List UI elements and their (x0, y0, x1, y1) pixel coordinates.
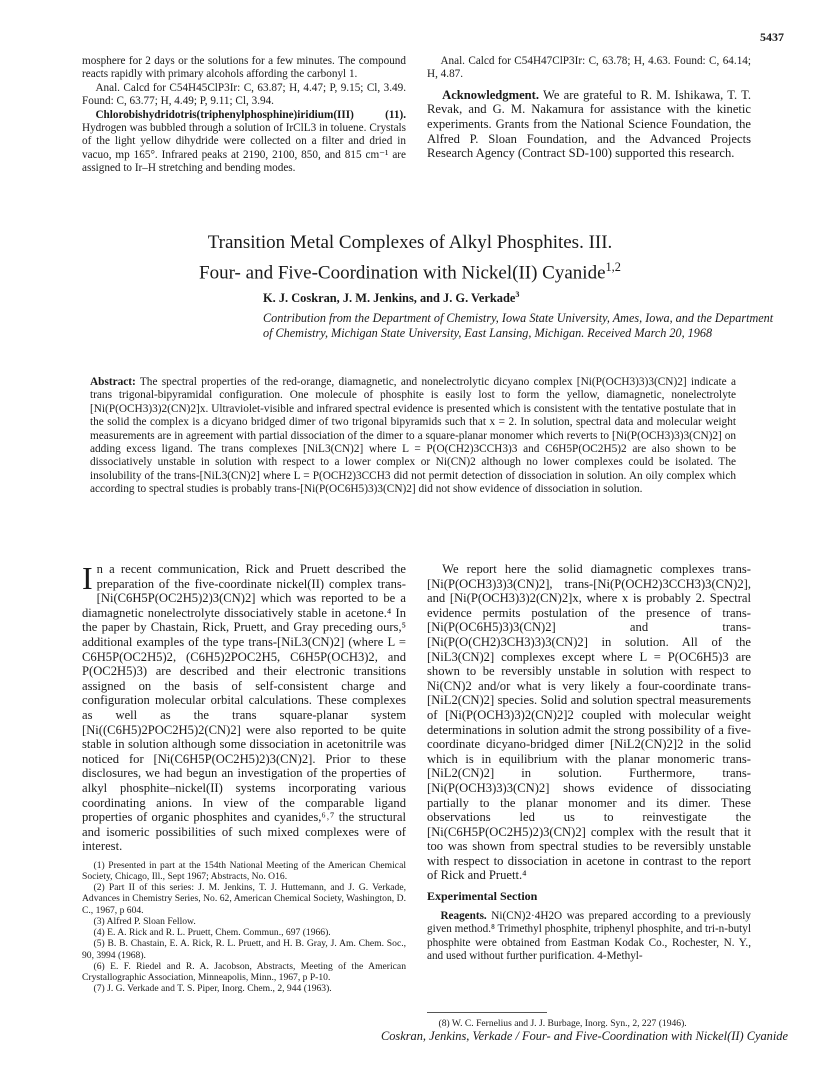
compound-text: Hydrogen was bubbled through a solution of IrClL3 in toluene. Crystals of the light yellow dihydride were collected on a filter and dried in vacuo, mp 165°. Infrared peaks at 2190, 2100, 850, and 815 cm⁻¹ are assigned to Ir–H stretching and bending modes. (82, 122, 406, 175)
reagents-text: Ni(CN)2·4H2O was prepared according to a previously given method.⁸ Trimethyl phosphite, triphenyl phosphite, and tri-n-butyl phosphite were obtained from Eastman Kodak Co., Rochester, N. Y., and used without further purification. 4-Methyl- (427, 910, 751, 963)
top-right-column (427, 55, 751, 161)
intro-text: n a recent communication, Rick and Pruett described the preparation of the five-coordinate nickel(II) complex trans-[Ni(C6H5P(OC2H5)2)3(CN)2] which was reported to be a diamagnetic nonelectrolyte dissociatively stable in acetone.⁴ In the paper by Chastain, Rick, Pruett, and Gray preceding ours,⁵ additional examples of the type trans-[NiL3(CN)2] (where L = C6H5P(OC2H5)2, (C6H5)2POC2H5, C6H5P(OCH3)2, and P(OC2H5)3) are described and their electronic transitions assigned on the basis of self-consistent charge and configuration molecular orbital calculations. These complexes as well as the trans square-planar system [Ni((C6H5)2POC2H5)2(CN)2] were also reported to be quite stable in solution although some dissociation in acetonitrile was noticed for [Ni(C6H5P(OC2H5)2)3(CN)2]. Prior to these disclosures, we had begun an investigation of the properties of alkyl phosphite–nickel(II) systems incorporating various coordinating anions. In view of the comparable ligand properties of organic phosphites and cyanides,⁶˒⁷ the structural and isomeric possibilities of such mixed complexes were of interest. (82, 562, 406, 854)
reagents-label: Reagents. (440, 910, 487, 923)
section-heading: Experimental Section (427, 889, 538, 904)
running-footer: Coskran, Jenkins, Verkade / Four- and Five-Coordination with Nickel(II) Cyanide (380, 1029, 788, 1043)
title-footnote-marker: 1,2 (605, 260, 621, 274)
footnote-1: (1) Presented in part at the 154th National Meeting of the American Chemical Society, Chicago, Ill., Sept 1967; Abstracts, No. O16. (82, 859, 406, 883)
acknowledgment-text: We are grateful to R. M. Ishikawa, T. T. Revak, and G. M. Nakamura for assistance with the kinetic experiments. Grants from the National Science Foundation, the Alfred P. Sloan Foundation, and the Advanced Projects Research Agency (Contract SD-100) supported this research. (427, 87, 751, 161)
acknowledgment-heading: Acknowledgment. (442, 87, 540, 102)
report-paragraph: We report here the solid diamagnetic complexes trans-[Ni(P(OCH3)3)3(CN)2], trans-[Ni(P(OCH2)3CCH3)3(CN)2], and [Ni(P(OCH3)3)2(CN)2]x, where x is probably 2. Spectral evidence permits postulation of the presence of trans-[Ni(P(OC6H5)3)3(CN)2] and trans-[Ni(P(O(CH2)3CH3)3)3(CN)2] in solution. All of the [NiL3(CN)2] complexes except where L = P(OC6H5)3 are shown to be reversibly unstable in solution with respect to Ni(CN)2 and/or what is very likely a four-coordinate trans-[NiL2(CN)2] species. Solid and solution spectral measurements of [Ni(P(OCH3)3)2(CN)2]2 coupled with molecular weight determinations in solution admit the strong possibility of a five-coordinate dicyano-bridged dimer [NiL2(CN)2]2 in the solid which is in equilibrium with the planar monomeric trans-[NiL2(CN)2] in solution. Furthermore, trans-[Ni(P(OCH3)3)3(CN)2] shows evidence of dissociating partially to the planar monomer and its dimer. These observations led us to reinvestigate the [Ni(C6H5P(OC2H5)2)3(CN)2] complex with the result that it too was shown from spectral studies to be reversibly unstable with respect to dissociation in acetone in contrast to the report of Rick and Pruett.⁴ (427, 562, 751, 883)
compound-heading: Chlorobishydridotris(triphenylphosphine)iridium(III) (11). (95, 108, 406, 121)
top-left-analysis: Anal. Calcd for C54H45ClP3Ir: C, 63.87; H, 4.47; P, 9.15; Cl, 3.49. Found: C, 63.77; H, 4.49; P, 9.11; Cl, 3.94. (82, 81, 406, 108)
footnote-8 (427, 1018, 751, 1029)
footnote-4: (4) E. A. Rick and R. L. Pruett, Chem. Commun., 697 (1966). (93, 927, 331, 939)
drop-cap: I (82, 560, 93, 596)
footnote-8-text: (8) W. C. Fernelius and J. J. Burbage, Inorg. Syn., 2, 227 (1946). (438, 1018, 687, 1029)
footnote-6: (6) E. F. Riedel and R. A. Jacobson, Abstracts, Meeting of the American Crystallographic Association, Minneapolis, Minn., 1967, p P-10. (82, 960, 406, 983)
article-title (0, 230, 820, 285)
top-right-analysis: Anal. Calcd for C54H47ClP3Ir: C, 63.78; H, 4.63. Found: C, 64.14; H, 4.87. (427, 55, 751, 81)
top-left-para-3 (82, 109, 406, 176)
authors (263, 290, 519, 306)
reagents-paragraph (427, 910, 751, 964)
footnotes-left (82, 860, 406, 994)
authors-text: K. J. Coskran, J. M. Jenkins, and J. G. Verkade (263, 291, 516, 306)
abstract (90, 376, 736, 497)
footnote-5: (5) B. B. Chastain, E. A. Rick, R. L. Pruett, and H. B. Gray, J. Am. Chem. Soc., 90, 3994 (1968). (82, 938, 406, 961)
title-line-1: Transition Metal Complexes of Alkyl Phosphites. III. (207, 232, 613, 253)
intro-paragraph (82, 562, 406, 854)
abstract-text: The spectral properties of the red-orange, diamagnetic, and nonelectrolytic dicyano complex [Ni(P(OCH3)3)3(CN)2] indicate a trans trigonal-bipyramidal configuration. One molecule of phosphite is easily lost to form the yellow, diamagnetic, nonelectrolyte [Ni(P(OCH3)3)2(CN)2]x. Ultraviolet-visible and infrared spectral evidence is presented which is consistent with the tentative postulate that in the solid the complex is a dicyano bridged dimer of two trigonal bipyramids such that x = 2. In solution, spectral data and molecular weight measurements are in agreement with partial dissociation of the dimer to a square-planar monomer which reverts to [Ni(P(OCH3)3)3(CN)2] on adding excess ligand. The trans complexes [NiL3(CN)2] where L = P(O(CH2)3CCH3)3 and C6H5P(OC2H5)2 are also shown to be dissociatively unstable in solution with respect to a lower complex or Ni(CN)2 although no lower complexes could be isolated. The insolubility of the trans-[NiL3(CN)2] where L = P(OCH2)3CCH3 did not permit detection of dissociation in solution. An oily complex which according to spectral studies is probably trans-[Ni(P(OC6H5)3)3(CN)2] did not show evidence of dissociation in solution. (90, 376, 736, 496)
page-number: 5437 (760, 30, 784, 44)
authors-footnote-marker: 3 (515, 290, 520, 299)
footnote-rule (427, 1012, 547, 1013)
title-line-2 (0, 255, 820, 285)
footnote-3: (3) Alfred P. Sloan Fellow. (93, 915, 196, 927)
abstract-label: Abstract: (90, 376, 136, 388)
affiliation: Contribution from the Department of Chemistry, Iowa State University, Ames, Iowa, and the Department of Chemistry, Michigan State University, East Lansing, Michigan. Received March 20, 1968 (263, 311, 774, 341)
body-right-column (427, 562, 751, 964)
title-line-2-text: Four- and Five-Coordination with Nickel(II) Cyanide (199, 262, 606, 284)
top-left-para-1: mosphere for 2 days or the solutions for a few minutes. The compound reacts rapidly with primary alcohols affording the carbonyl 1. (82, 55, 406, 81)
body-left-column (82, 562, 406, 994)
footnote-7: (7) J. G. Verkade and T. S. Piper, Inorg. Chem., 2, 944 (1963). (93, 983, 332, 995)
top-left-column (82, 55, 406, 176)
acknowledgment-para (427, 88, 751, 161)
footnote-2: (2) Part II of this series: J. M. Jenkins, T. J. Huttemann, and J. G. Verkade, Advances in Chemistry Series, No. 62, American Chemical Society, Washington, D. C., 1967, p 604. (82, 882, 406, 916)
